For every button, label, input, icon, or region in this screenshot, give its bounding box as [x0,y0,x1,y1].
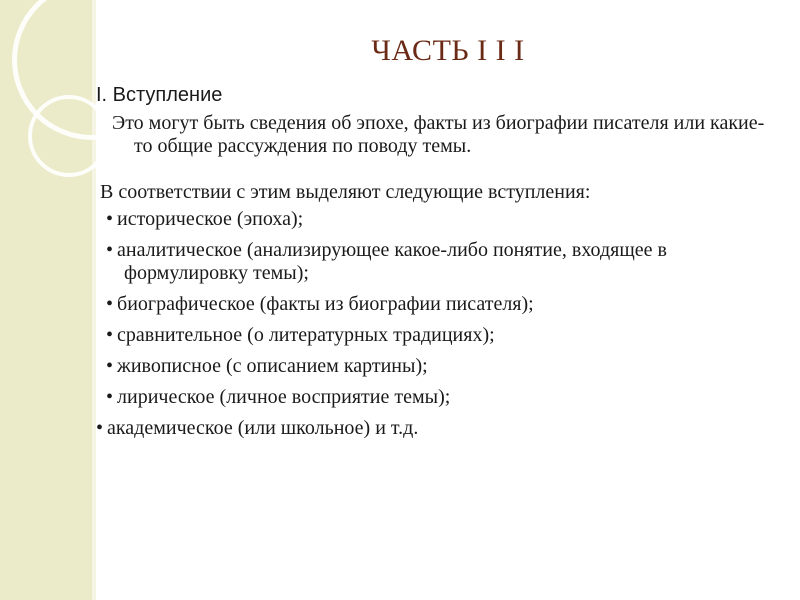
bullet: • [106,355,114,377]
list-item [96,386,776,409]
list-item [96,293,776,316]
spacer [96,158,776,181]
list-item-text: академическое (или школьное) и т.д. [107,417,419,439]
list-item-text: лирическое (личное восприятие темы); [117,386,451,408]
slide-title: ЧАСТЬ I I I [371,34,525,67]
bullet: • [106,293,114,315]
bullet: • [106,386,114,408]
list-item [96,324,776,347]
list-item-text: живописное (с описанием картины); [117,355,428,377]
section-heading: I. Вступление [96,84,223,106]
list-item [96,417,776,440]
bullet: • [106,208,114,230]
list-item [96,355,776,378]
list-item-text: биографическое (факты из биографии писателя); [117,293,534,315]
bullet: • [106,239,114,261]
lead-sentence: В соответствии с этим выделяют следующие вступления: [100,181,591,203]
intro-paragraph: Это могут быть сведения об эпохе, факты из биографии писателя или какие-то общие рассуждения по поводу темы. [112,112,765,157]
bullet: • [106,324,114,346]
bullet: • [96,417,104,439]
list-item [96,208,776,231]
list-item-text: историческое (эпоха); [117,208,304,230]
list-item-text: аналитическое (анализирующее какое-либо понятие, входящее в формулировку темы); [117,239,667,284]
slide-content [96,82,776,440]
list-item [96,239,776,285]
list-item-text: сравнительное (о литературных традициях); [117,324,495,346]
